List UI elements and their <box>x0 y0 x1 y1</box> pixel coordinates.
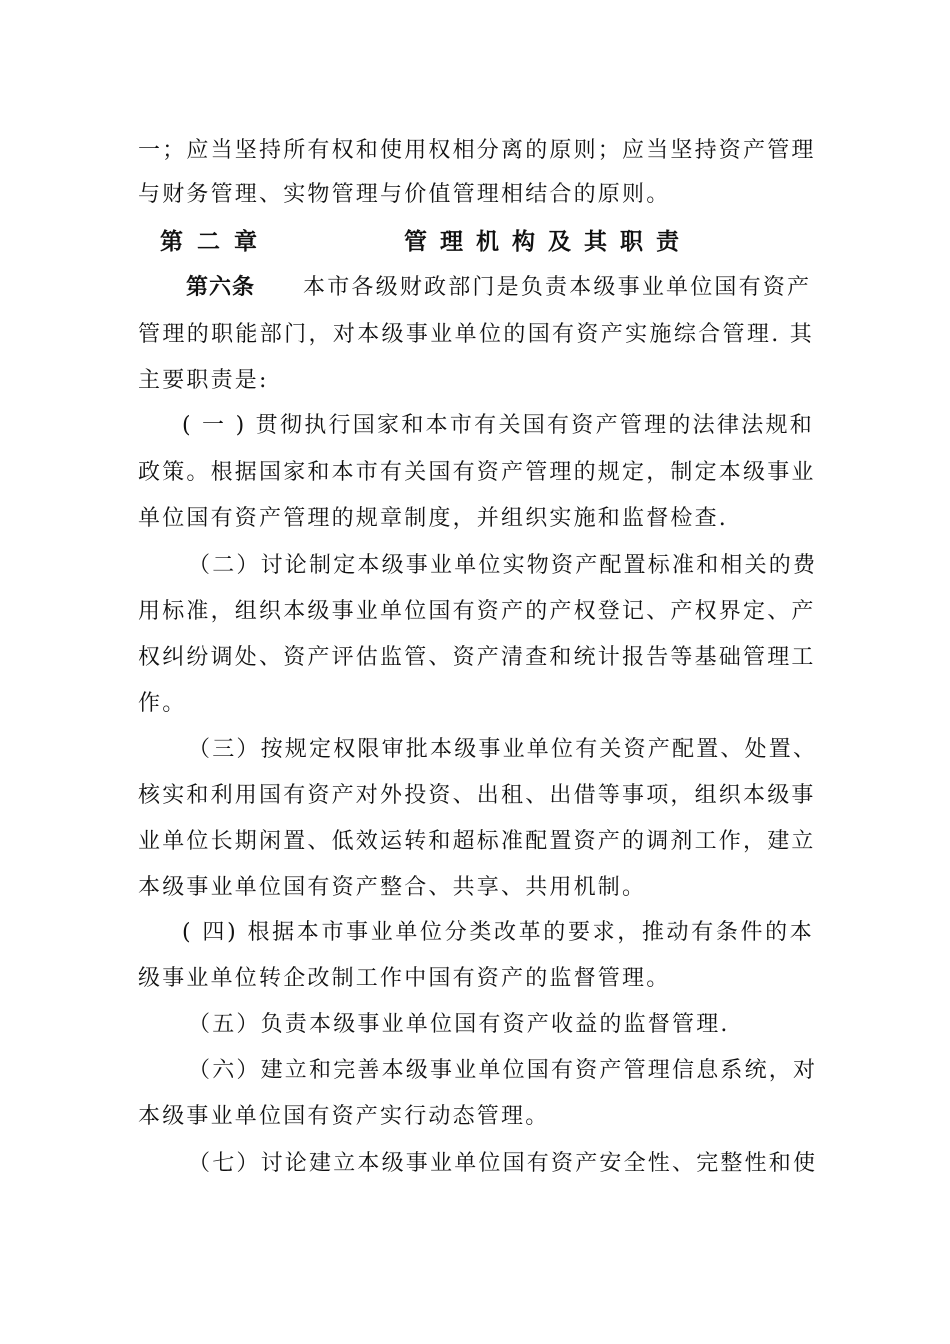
item-3-line: 本级事业单位国有资产整合、共享、共用机制。 <box>138 875 647 900</box>
item-7-line: （七）讨论建立本级事业单位国有资产安全性、完整性和使 <box>188 1151 818 1176</box>
item-3-line: 业单位长期闲置、低效运转和超标准配置资产的调剂工作，建立 <box>138 829 816 854</box>
item-3-line: 核实和利用国有资产对外投资、出租、出借等事项，组织本级事 <box>138 783 816 808</box>
article-text: 本市各级财政部门是负责本级事业单位国有资产 <box>303 275 812 300</box>
item-6-line: 本级事业单位国有资产实行动态管理。 <box>138 1104 550 1129</box>
paragraph-line: 与财务管理、实物管理与价值管理相结合的原则。 <box>138 182 671 207</box>
paragraph-line: 一；应当坚持所有权和使用权相分离的原则；应当坚持资产管理 <box>138 138 816 163</box>
article-6-first-line <box>186 273 814 303</box>
item-2-line: 用标准，组织本级事业单位国有资产的产权登记、产权界定、产 <box>138 599 816 624</box>
chapter-number: 第二章 <box>160 229 271 255</box>
item-2-line: 权纠纷调处、资产评估监管、资产清查和统计报告等基础管理工 <box>138 645 816 670</box>
item-6-line: （六）建立和完善本级事业单位国有资产管理信息系统，对 <box>188 1058 818 1083</box>
item-4-line: 级事业单位转企改制工作中国有资产的监督管理。 <box>138 966 671 991</box>
item-2-line: （二）讨论制定本级事业单位实物资产配置标准和相关的费 <box>188 553 818 578</box>
item-2-line: 作。 <box>138 691 187 716</box>
item-1-line: ( 一 ) 贯彻执行国家和本市有关国有资产管理的法律法规和 <box>182 413 814 438</box>
item-4-line: ( 四) 根据本市事业单位分类改革的要求，推动有条件的本 <box>182 920 814 945</box>
article-label: 第六条 <box>186 275 256 300</box>
chapter-title: 管理机构及其职责 <box>404 229 692 255</box>
item-1-line: 单位国有资产管理的规章制度，并组织实施和监督检查. <box>138 506 728 531</box>
item-3-line: （三）按规定权限审批本级事业单位有关资产配置、处置、 <box>188 737 818 762</box>
paragraph-line: 主要职责是: <box>138 368 269 393</box>
paragraph-line: 管理的职能部门，对本级事业单位的国有资产实施综合管理. 其 <box>138 322 814 347</box>
item-1-line: 政策。根据国家和本市有关国有资产管理的规定，制定本级事业 <box>138 460 816 485</box>
item-5-line: （五）负责本级事业单位国有资产收益的监督管理. <box>188 1012 730 1037</box>
